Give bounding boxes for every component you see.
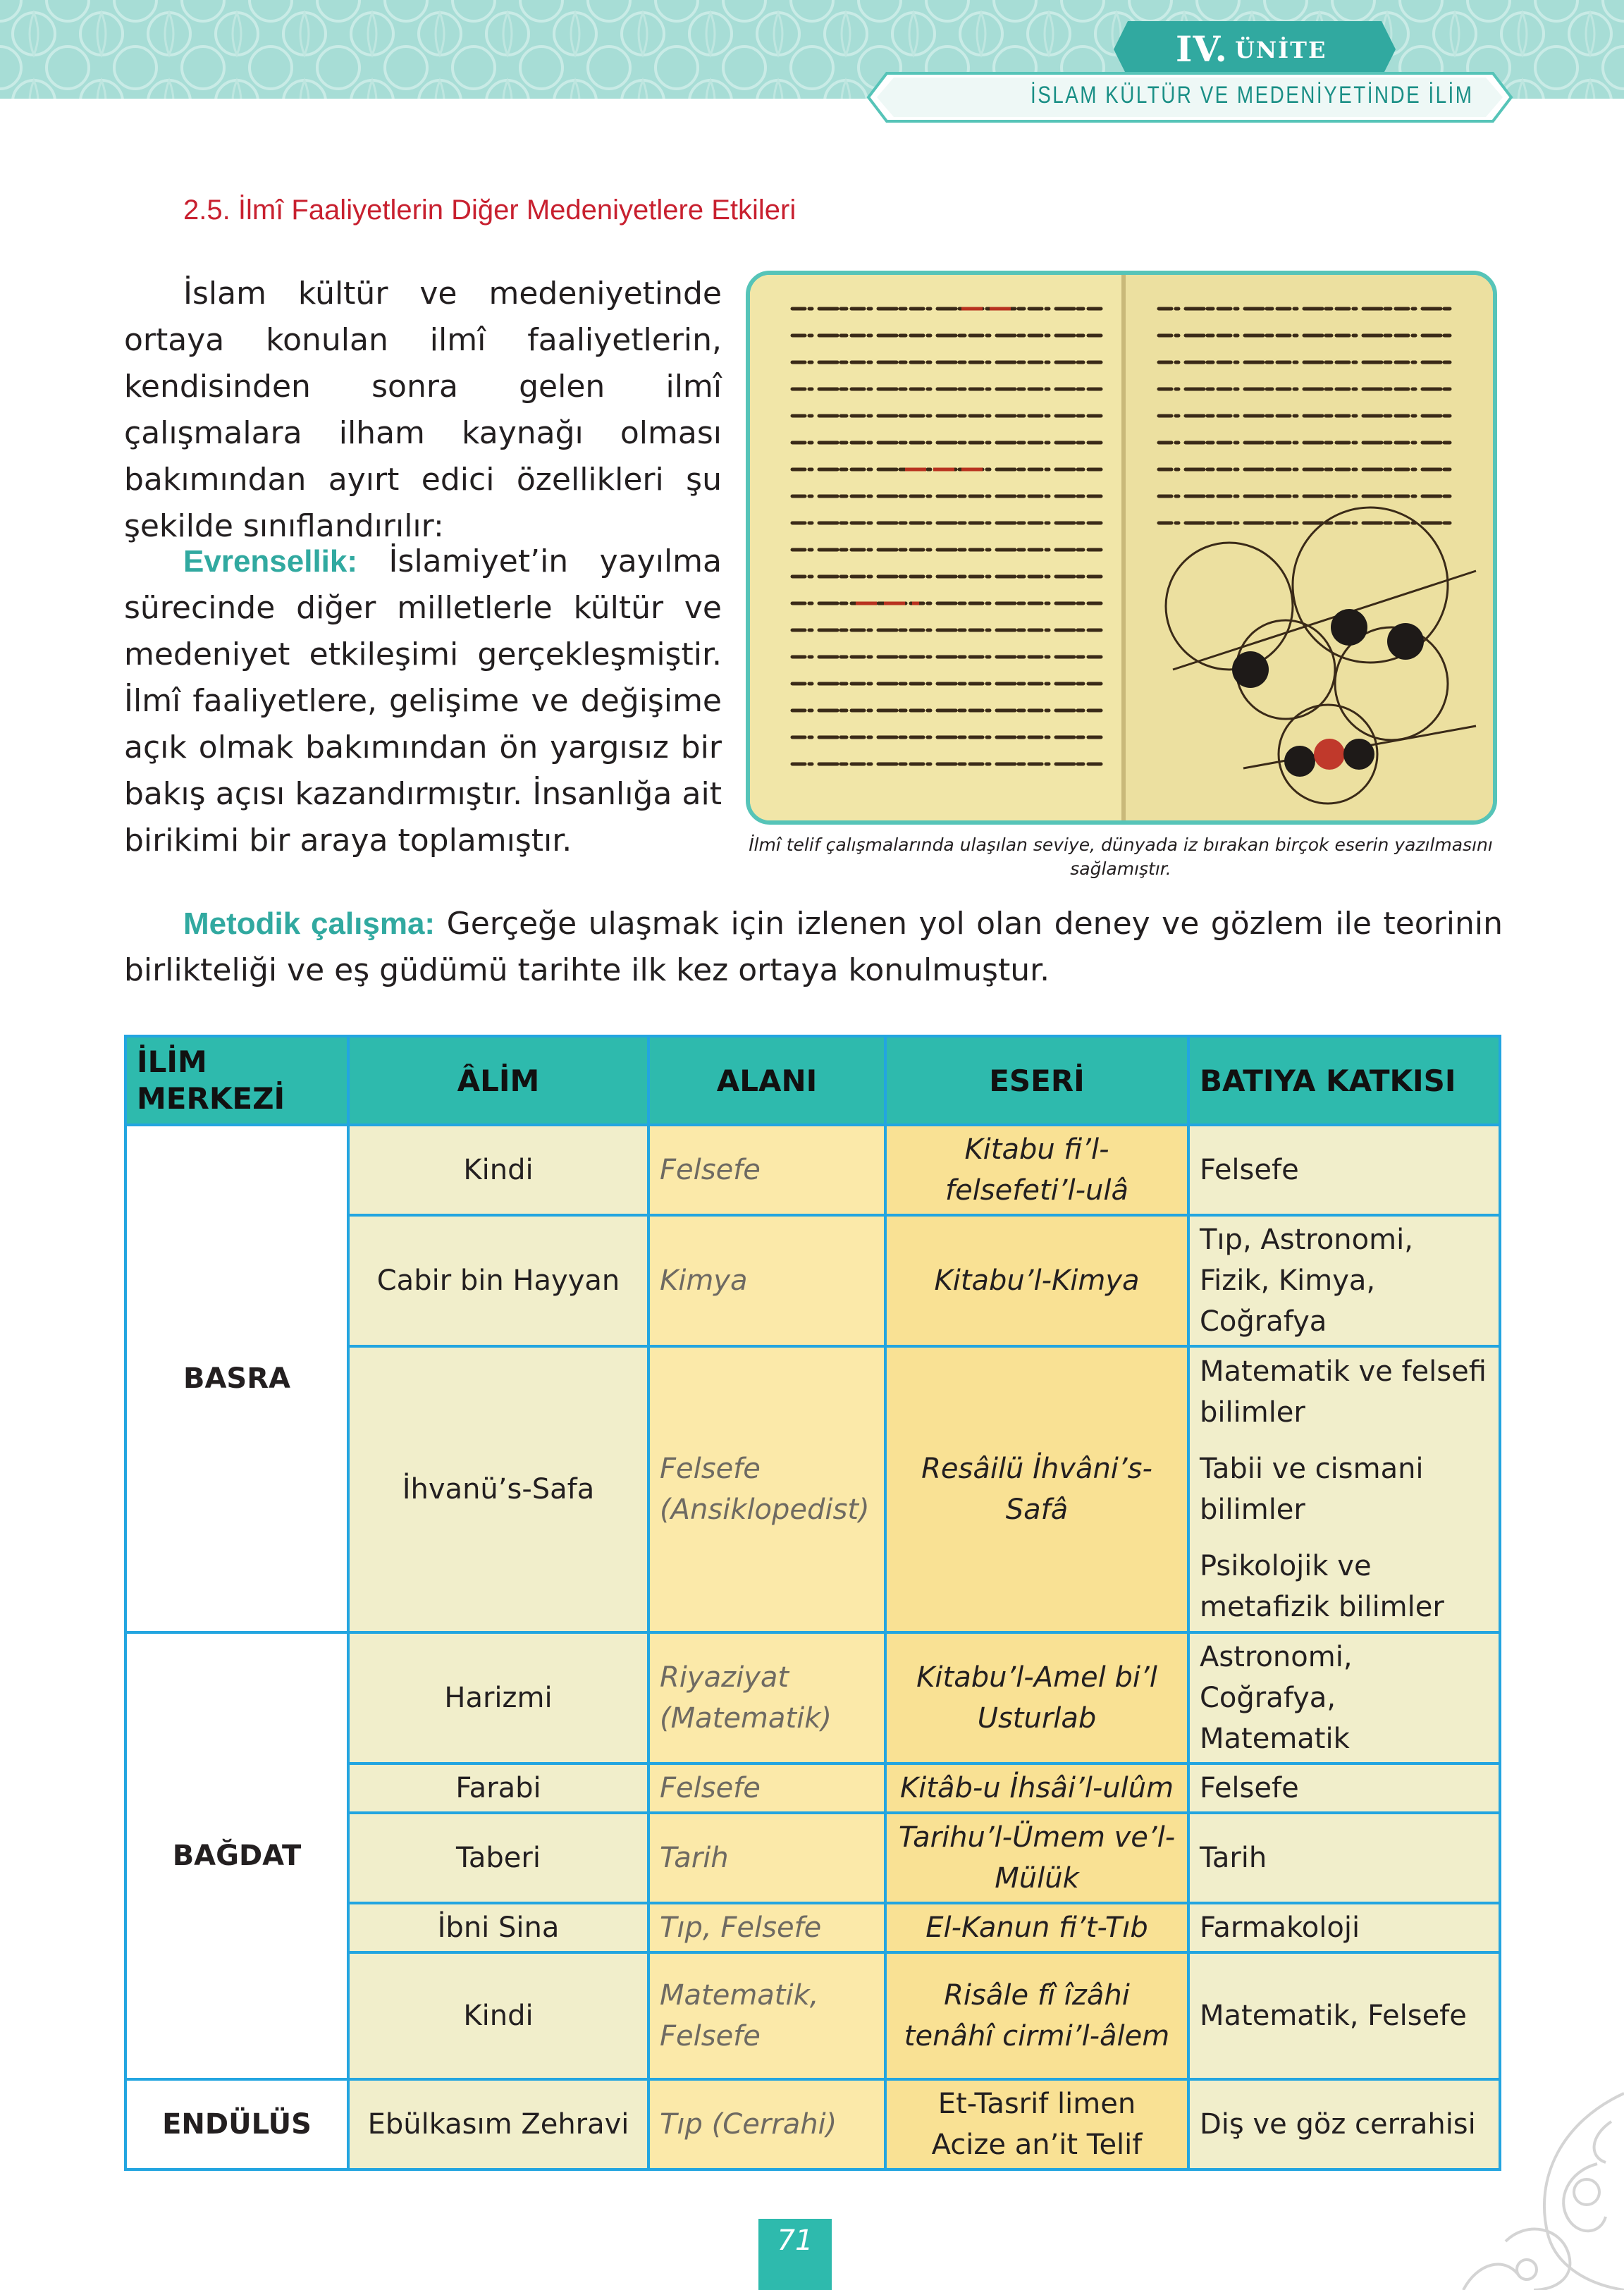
katki-line: Tıp, Astronomi, Fizik, Kimya, Coğrafya: [1200, 1224, 1413, 1338]
katki-line: Farmakoloji: [1200, 1912, 1360, 1944]
katki-line: Psikolojik ve metafizik bilimler: [1200, 1550, 1444, 1623]
katki-line: Astronomi, Coğrafya, Matematik: [1200, 1641, 1353, 1755]
table-row: [125, 2079, 1500, 2169]
eser-cell: Et-Tasrif limen Acize an’it Telif: [885, 2079, 1188, 2169]
alan-cell: Felsefe (Ansiklopedist): [648, 1346, 885, 1632]
eser-cell: Risâle fî îzâhi tenâhî cirmi’l-âlem: [885, 1952, 1188, 2079]
katki-cell: [1188, 1813, 1500, 1903]
center-endulus: ENDÜLÜS: [125, 2079, 348, 2169]
katki-line: Matematik ve felsefi bilimler: [1200, 1355, 1487, 1429]
eser-cell: El-Kanun fi’t-Tıb: [885, 1903, 1188, 1952]
manuscript-illustration: [750, 275, 1494, 822]
metodik-paragraph: [124, 901, 1503, 994]
header-alani: ALANI: [648, 1036, 885, 1125]
unit-number: IV.: [1176, 28, 1228, 70]
alan-cell: Tıp (Cerrahi): [648, 2079, 885, 2169]
alim-cell: Kindi: [348, 1125, 648, 1215]
intro-text: İslam kültür ve medeniyetinde ortaya konulan ilmî faaliyetlerin, kendisinden sonra gelen ilmî çalışmalara ilham kaynağı olması bakımından ayırt edici özellikleri şu şekilde sınıflandırılır:: [124, 276, 722, 544]
table-header-row: [125, 1036, 1500, 1125]
eser-cell: Resâilü İhvâni’s-Safâ: [885, 1346, 1188, 1632]
alan-cell: Felsefe: [648, 1125, 885, 1215]
alim-cell: Cabir bin Hayyan: [348, 1215, 648, 1346]
alim-cell: İhvanü’s-Safa: [348, 1346, 648, 1632]
alim-cell: İbni Sina: [348, 1903, 648, 1952]
katki-cell: [1188, 1952, 1500, 2079]
alim-cell: Harizmi: [348, 1632, 648, 1763]
evrensellik-text: İslamiyet’in yayılma sürecinde diğer milletlerle kültür ve medeniyet etkileşimi gerçekleşmiştir. İlmî faaliyetlere, gelişime ve değişime açık olmak bakımından ön yargısız bir bakış açısı kazandırmıştır. İnsanlığa ait birikimi bir araya toplamıştır.: [124, 543, 722, 858]
header-batiya-katkisi: BATIYA KATKISI: [1188, 1036, 1500, 1125]
unit-word: ÜNİTE: [1235, 37, 1327, 63]
center-basra: BASRA: [125, 1125, 348, 1632]
alim-cell: Kindi: [348, 1952, 648, 2079]
alim-cell: Farabi: [348, 1763, 648, 1813]
katki-cell: [1188, 1346, 1500, 1632]
corner-ornament-icon: [1421, 2079, 1624, 2290]
eser-cell: Tarihu’l-Ümem ve’l-Mülük: [885, 1813, 1188, 1903]
evrensellik-label: Evrensellik:: [183, 544, 358, 579]
katki-cell: [1188, 1763, 1500, 1813]
katki-line: Diş ve göz cerrahisi: [1200, 2108, 1476, 2141]
page-number: 71: [777, 2224, 813, 2257]
section-title: 2.5. İlmî Faaliyetlerin Diğer Medeniyetlere Etkileri: [183, 195, 796, 226]
header-alim: ÂLİM: [348, 1036, 648, 1125]
katki-line: Matematik, Felsefe: [1200, 2000, 1467, 2032]
katki-line: Felsefe: [1200, 1772, 1299, 1804]
alan-cell: Tarih: [648, 1813, 885, 1903]
katki-cell: [1188, 1215, 1500, 1346]
alim-cell: Taberi: [348, 1813, 648, 1903]
manuscript-image: [746, 271, 1497, 825]
header-ilim-merkezi: İLİM MERKEZİ: [125, 1036, 348, 1125]
evrensellik-paragraph: [124, 538, 722, 864]
table-row: [125, 1632, 1500, 1763]
alan-cell: Riyaziyat (Matematik): [648, 1632, 885, 1763]
eser-cell: Kitabu’l-Kimya: [885, 1215, 1188, 1346]
intro-paragraph: [124, 271, 722, 550]
alan-cell: Tıp, Felsefe: [648, 1903, 885, 1952]
alan-cell: Kimya: [648, 1215, 885, 1346]
alan-cell: Matematik, Felsefe: [648, 1952, 885, 2079]
katki-line: Felsefe: [1200, 1154, 1299, 1186]
alan-cell: Felsefe: [648, 1763, 885, 1813]
header-eseri: ESERİ: [885, 1036, 1188, 1125]
eser-cell: Kitâb-u İhsâi’l-ulûm: [885, 1763, 1188, 1813]
unit-title: İSLAM KÜLTÜR VE MEDENİYETİNDE İLİM: [1031, 82, 1474, 109]
alim-cell: Ebülkasım Zehravi: [348, 2079, 648, 2169]
metodik-label: Metodik çalışma:: [183, 906, 436, 941]
ilim-merkezleri-table: [124, 1035, 1501, 2171]
eser-cell: Kitabu’l-Amel bi’l Usturlab: [885, 1632, 1188, 1763]
figure-caption: İlmî telif çalışmalarında ulaşılan seviye, dünyada iz bırakan birçok eserin yazılmasını sağlamıştır.: [749, 835, 1493, 879]
katki-cell: [1188, 1632, 1500, 1763]
metodik-text: Gerçeğe ulaşmak için izlenen yol olan deney ve gözlem ile teorinin birlikteliği ve eş güdümü tarihte ilk kez ortaya konulmuştur.: [124, 906, 1503, 988]
katki-cell: [1188, 1903, 1500, 1952]
katki-line: Tabii ve cismani bilimler: [1200, 1453, 1424, 1526]
eser-cell: Kitabu fi’l-felsefeti’l-ulâ: [885, 1125, 1188, 1215]
center-bagdat: BAĞDAT: [125, 1632, 348, 2079]
table-row: [125, 1125, 1500, 1215]
katki-line: Tarih: [1200, 1842, 1267, 1874]
katki-cell: [1188, 1125, 1500, 1215]
